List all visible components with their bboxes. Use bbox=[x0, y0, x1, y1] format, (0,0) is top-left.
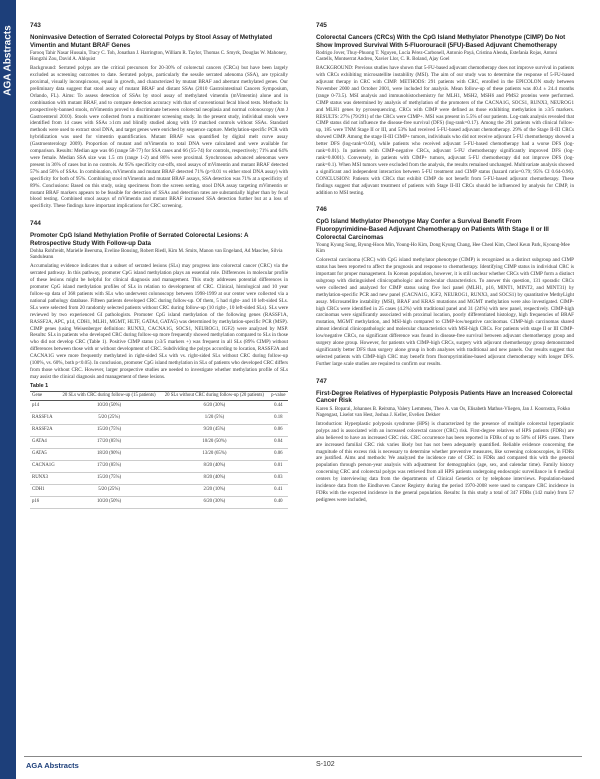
right-column bbox=[316, 22, 574, 514]
table-cell: 0.18 bbox=[269, 412, 288, 424]
footer-journal-name: AGA Abstracts bbox=[26, 761, 79, 770]
table-cell: 8/20 (40%) bbox=[160, 460, 269, 472]
table-cell: 18/20 (90%) bbox=[58, 448, 160, 460]
sidebar-label bbox=[0, 0, 16, 120]
table-row bbox=[30, 424, 288, 436]
table-row bbox=[30, 448, 288, 460]
table-cell: 6/20 (30%) bbox=[160, 496, 269, 508]
table-cell: RASSF1A bbox=[30, 412, 58, 424]
table-cell: 17/20 (85%) bbox=[58, 460, 160, 472]
abstract-title: First-Degree Relatives of Hyperplastic Polyposis Patients Have an Increased Colorectal Cancer Risk bbox=[316, 389, 573, 405]
table-cell: GATA4 bbox=[30, 436, 58, 448]
abstract-744 bbox=[30, 220, 288, 509]
table-cell: CACNA1G bbox=[30, 460, 58, 472]
table-row bbox=[30, 400, 288, 412]
abstract-number: 744 bbox=[30, 220, 41, 228]
abstract-authors: Rodrigo Jover, Thuy-Phuong T. Nguyen, Lucía Pérez-Carbonell, Antonio Payá, Cristina Alenda, Estefanía Rojas, Antoni Castells, Montserrat Andreu, Xavier Llor, C. R. Boland, Ajay Goel bbox=[316, 51, 558, 63]
table-cell: 5/20 (25%) bbox=[58, 412, 160, 424]
table-header-cell: 20 SLs without CRC during follow-up (20 patients) bbox=[160, 391, 269, 400]
table-cell: 0.06 bbox=[269, 448, 288, 460]
table-cell: RUNX3 bbox=[30, 472, 58, 484]
abstract-title: Promoter CpG Island Methylation Profile of Serrated Colorectal Lesions: A Retrospective Study With Follow-up Data bbox=[30, 232, 249, 247]
table-cell: 0.44 bbox=[269, 400, 288, 412]
abstract-title: Noninvasive Detection of Serrated Colorectal Polyps by Stool Assay of Methylated Vimentin and Mutant BRAF Genes bbox=[30, 34, 273, 49]
abstract-number: 743 bbox=[30, 22, 41, 29]
table-cell: 6/20 (30%) bbox=[160, 400, 269, 412]
table-cell: CDH1 bbox=[30, 484, 58, 496]
table-cell: 0.06 bbox=[269, 424, 288, 436]
abstract-number: 745 bbox=[316, 22, 327, 29]
table-row bbox=[30, 412, 288, 424]
abstract-number: 746 bbox=[316, 206, 327, 214]
table-header-cell: p-value bbox=[269, 391, 288, 400]
footer-divider bbox=[24, 756, 582, 757]
table-cell: p16 bbox=[30, 496, 58, 508]
abstract-title: CpG Island Methylator Phenotype May Confer a Survival Benefit From Fluoropyrimidine-Based Adjuvant Chemotherapy on Patients With Stage II or III Colorectal Carcinomas bbox=[316, 218, 549, 241]
abstract-body: Colorectal carcinoma (CRC) with CpG island methylator phenotype (CIMP) is recognized as a distinct subgroup and CIMP status has been reported to affect the prognosis and response to chemotherapy. Identifying CIMP status in individual CRC is important for proper management. In Korean population, however, it is still unclear whether CRCs with CIMP form a distinct subgroup with distinguished clinicopathologic and molecular characteristics. To answer this question, 131 sporadic CRCs were collected and analyzed for CIMP status using five loci panel (MLH1, p16, MINT1, MINT2, and MINT31) by methylation-specific PCR and new panel (CACNA1G, IGF2, NEUROG1, RUNX3, and SOCS1) by quantitative MethyLight assay. Microsatellite instability (MSI), BRAF and KRAS mutations and MGMT methylation were also investigated. CIMP-high CRCs were identified in 25 cases (4.2%) with traditional panel and 31 (24%) with new panel, respectively. CIMP-high carcinomas were significantly associated with proximal location, poorly differentiated histology, high frequencies of BRAF mutation, MGMT methylation, and MSI-high compared to CIMP-low/negative carcinomas. CIMP-high carcinomas shared almost identical clinicopathologic and molecular characteristics with MSI-high CRCs. For patients with stage II or III CIMP-low/negative CRCs, no significant difference was found in disease-free survival between adjuvant chemotherapy group and surgery alone group. However, for patients with CIMP-high CRCs, surgery with adjuvant chemotherapy group demonstrated significantly better DFS than surgery alone group in both analyses with traditional and new panels. Our results suggest that selected patients with CIMP-high CRC may benefit from fluoropyrimidine-based adjuvant chemotherapy with longer DFS. Further large scale studies are required to confirm our results. bbox=[316, 257, 574, 367]
table-row bbox=[30, 472, 288, 484]
table-row bbox=[30, 460, 288, 472]
table-cell: 15/20 (75%) bbox=[58, 472, 160, 484]
abstract-body: Background: Serrated polyps are the critical precursors for 20-30% of colorectal cancers (CRCs) but have been largely excluded as screening outcomes to date. Serrated polyps, particularly the sessile serrated adenoma (SSA), are typically proximal, visually inconspicuous, equal in growth, and characterized by mutant BRAF and aberrant methylated genes. Our preliminary data suggest that stool assay of mutant BRAF and distant SSAs (2010 Gastrointestinal Cancers Symposium, Orlando, FL). Aims: To assess detection of SSAs by stool assay of methylated vimentin (mVimentin) alone and in combination with mutant BRAF, and to compare detection accuracy with that of conventional fecal blood tests. Methods: In prospectively-banned stools, mVimentin proved to discriminate between colorectal neoplasia and normal colonoscopy (Am J Gastroenterol 2010). Stools were collected from a multicenter screening study. In the present study, individual stools were identified from 14 cases with SSAs ≥1cm and blindly studied along with 19 matched controls without SSAs. Standard methods were used to extract stool DNA, and target genes were enriched by sequence capture. Methylation-specific PCR with hybridization was used for vimentin quantification. Mutant BRAF was quantified by digital melt curve assay (Gastroenterology 2009). Proportion of mutant and mVimentin to total DNA were calculated and were available for comparison. Results: Median age was 66 (range 58-77) for SSA cases and 66 (55-74) for controls, respectively; 71% and 64% were female. Median SSA size was 1.5 cm (range 1-2) and 86% were proximal. Synchronous advanced adenomas were present in 36% of cases but in no controls. At 95% specificity cut-offs, stool assays of mVimentin and mutant BRAF detected 57% and 50% of SSAs. In combination, mVimentin and mutant BRAF detected 71% (p<0.01 vs either stool DNA assay) with specificity for both of 95%. Combining stool mVimentin and mutant BRAF assays, SSA detection was 71% at a specificity of 89%. Conclusions: Based on this study, using specimens from the screen setting, stool DNA assay targeting mVimentin or mutant BRAF markers appears to be feasible for detection of SSAs and detection rates are substantially higher than by fecal blood testing. Combined stool assays of mVimentin and mutant BRAF increased SSA detection further but at a loss of specificity. These findings have important implications for CRC screening. bbox=[30, 65, 288, 210]
sidebar-label-text: AGA Abstracts bbox=[2, 24, 14, 96]
table-cell: 15/20 (75%) bbox=[58, 424, 160, 436]
table-row bbox=[30, 436, 288, 448]
abstract-authors: Young Kyung Sung, Byung-Hoon Min, Young-Ho Kim, Dong Kyung Chang, Hee Cheol Kim, Cheol Keun Park, Kyoung-Mee Kim bbox=[316, 243, 570, 255]
table-cell: 8/20 (40%) bbox=[160, 472, 269, 484]
table-cell: RASSF2A bbox=[30, 424, 58, 436]
left-column bbox=[30, 22, 288, 519]
table-cell: 2/20 (10%) bbox=[160, 484, 269, 496]
table-cell: 0.41 bbox=[269, 484, 288, 496]
abstract-747 bbox=[316, 378, 574, 504]
abstract-number: 747 bbox=[316, 377, 327, 385]
table-row bbox=[30, 496, 288, 508]
abstract-body: Introduction: Hyperplastic polyposis syndrome (HPS) is characterized by the presence of multiple colorectal hyperplastic polyps and is associated with an increased colorectal cancer (CRC) risk. First-degree relatives of HPS patients (FDRs) are also believed to have an increased CRC risk. CRC occurrence has been reported in FDRs of up to 50% of HPS cases. There are increased familial CRC risk varies likely but has not been adequately quantified. Reliable evidence concerning the magnitude of this excess risk is necessary to determine whether preventive measures, like screening colonoscopies, in FDRs are justified. Aims and methods: We analyzed the incidence rate of CRC in FDRs and compared this with the general population through person-year analysis with adjustment for demographics (age, sex, and calendar time). Family history concerning CRC and colorectal polyps was retrieved from all HPS patients undergoing endoscopic surveillance in 6 medical centers by interviewing data from the departments of Clinical Genetics or by telephone interviews. Population-based incidence data from the Eindhoven Cancer Registry during the period 1970-2008 were used to compare CRC incidence in FDRs with the expected incidence in the general population. Results: In this study a total of 347 FDRs (142 male) from 57 pedigrees were included, bbox=[316, 420, 574, 503]
abstract-body: BACKGROUND: Previous studies have shown that 5-FU-based adjuvant chemotherapy does not improve survival in patients with CRCs exhibiting microsatellite instability (MSI). The aim of our study was to determine the response of 5-FU-based adjuvant therapy in CRC with CIMP. METHODS: 291 patients with CRC, enrolled in the EPICOLON study between November 2000 and October 2001, were included for analysis. Mean follow-up of these patients was 40.4 ± 24.4 months (range 0-73.5). MSI analysis and immunohistochemistry for MLH1, MSH2, MSH6 and PMS2 proteins were performed. CIMP status was determined by analysis of methylation of the promoters of the CACNA1G, SOCS1, RUNX3, NEUROG1 and MLH1 genes by pyrosequencing. CRCs with CIMP were defined as those exhibiting methylation in ≥3/5 markers. RESULTS: 27% (79/291) of the CRCs were CIMP+. MSI was present in 5.5% of our patients. Log-rank analysis revealed that CIMP status did not influence the disease-free survival (DFS) (log-rank=0.17). Among the 291 patients with clinical follow-up, 185 were TNM Stage II or III, and 53% had received 5-FU-based adjuvant chemotherapy. 29% of the Stage II-III CRCs showed CIMP. Among the stage II-III CIMP+ tumors, individuals who did not receive adjuvant 5-FU chemotherapy showed a better DFS (log-rank=0.04), while patients who received adjuvant 5-FU-based chemotherapy had a worse DFS (log-rank=0.01). In patients with CIMP-negative CRCs, adjuvant 5-FU chemotherapy significantly improved DFS (log-rank=0.0001). Conversely, in patients with CIMP+ tumors, adjuvant 5-FU chemotherapy did not improve DFS (log-rank=0.1). When MSI tumors were excluded from the analysis, the results remained unchanged. Multivariate analysis showed a significant and independent interaction between 5-FU treatment and CIMP status (hazard ratio=0.79; 95% CI 0.64-0.96). CONCLUSION: Patients with CRCs that exhibit CIMP do not benefit from 5-FU-based adjuvant chemotherapy. These findings suggest that adjuvant treatment of patients with Stage II-III CRCs should be influenced by analysis for CIMP, in addition to MSI testing. bbox=[316, 65, 574, 196]
table-header-cell: 20 SLs with CRC during follow-up (15 patients) bbox=[58, 391, 160, 400]
table-row bbox=[30, 484, 288, 496]
table-cell: 0.03 bbox=[269, 472, 288, 484]
abstract-body: Accumulating evidence indicates that a subset of serrated lesions (SLs) may progress into colorectal cancer (CRC) via the serrated pathway. In this pathway, promoter CpG island methylation plays an essential role. Differences in molecular profile of these lesions might be helpful for clinical diagnosis and management. This study addresses potential differences in promoter CpG island methylation profiles of SLs in relation to development of CRC. Clinical, histological and 10 year follow-up data of 368 patients with SLs who underwent colonoscopy between 1998-1999 at our center were collected via a national pathology database. Fifteen patients developed CRC during follow-up. Of them, 5 had right- and 10 left-sided SLs. SLs were selected from 20 randomly selected patients without CRC during follow-up (10 right-, 10 left-sided SLs). SLs were reviewed by two experienced GI pathologists. Promoter CpG island methylation of the following genes (RASSF1A, RASSF2A, APC, p14, CDH1, MLH1, MGMT, HLTF, GATA4, GATA5) was determined by methylation-specific PCR (MSP). CIMP genes (using Weisenberger definition: RUNX3, CACNA1G, SOCS1, NEUROG1, IGF2) were analyzed by MSP. Results: SLs in patients who developed CRC during follow-up more frequently showed methylation compared to SLs in those who did not develop CRC (Table 1). Positive CIMP status (≥3/5 markers +) was frequent in all SLs (89% CIMP) without differences between those with or without development of CRC. Subdividing the polyps according to location, RASSF2A and CACNA1G were more frequently methylated in right-sided SLs with vs. right-sided SLs without CRC during follow-up (100%, vs. 60%, both p<0.05). In conclusion, promoter CpG island methylation in SLs of patients who developed CRC differs from those without CRC. However, larger prospective studies are needed to investigate whether methylation profile of SLs may assist the clinical diagnosis and management of these lesions. bbox=[30, 263, 289, 380]
abstract-743 bbox=[30, 22, 288, 210]
table-cell: GATA5 bbox=[30, 448, 58, 460]
footer-page-number: S-102 bbox=[316, 761, 335, 768]
table-cell: 5/20 (25%) bbox=[58, 484, 160, 496]
table-cell: 10/20 (50%) bbox=[160, 436, 269, 448]
table-cell: 9/20 (45%) bbox=[160, 424, 269, 436]
table-header-row bbox=[30, 391, 288, 400]
table-header-cell: Gene bbox=[30, 391, 58, 400]
table-cell: 0.01 bbox=[269, 460, 288, 472]
methylation-table bbox=[30, 391, 288, 509]
abstract-authors: Farooq Tahir Nasar Hussain, Tracy C. Toh, Jonathan J. Harrington, William R. Taylor, Thomas C. Smyrk, Douglas W. Mahoney, Hongzhi Zou, David A. Ahlquist bbox=[30, 51, 287, 63]
table-cell: 1/20 (5%) bbox=[160, 412, 269, 424]
table-cell: 10/20 (50%) bbox=[58, 496, 160, 508]
table-cell: 10/20 (50%) bbox=[58, 400, 160, 412]
table-cell: 0.40 bbox=[269, 496, 288, 508]
table-cell: 13/20 (65%) bbox=[160, 448, 269, 460]
table-cell: p14 bbox=[30, 400, 58, 412]
abstract-authors: Dohha Rohfreidt, Marielle Beersma, Eveline Bonsing, Robert Riedl, Kim M. Smits, Manon van Engeland, Ad Masclee, Silvia Sanduleanu bbox=[30, 249, 283, 261]
abstract-746 bbox=[316, 206, 574, 367]
table-cell: 0.04 bbox=[269, 436, 288, 448]
abstract-authors: Karen S. Boparai, Johannes B. Reitsma, Valery Lemmens, Theo A. van Os, Elisabeth Mathus-Vliegen, Jan J. Koornstra, Fokko Nagengast, Liselot van Hest, Joshua J. Keller, Evelien Dekker bbox=[316, 406, 571, 418]
abstract-745 bbox=[316, 22, 574, 196]
table-cell: 17/20 (85%) bbox=[58, 436, 160, 448]
abstract-title: Colorectal Cancers (CRCs) With the CpG Island Methylator Phenotype (CIMP) Do Not Show Improved Survival With 5-Fluorouracil (5FU)-Based Adjuvant Chemotherapy bbox=[316, 34, 566, 49]
table-label: Table 1 bbox=[30, 382, 49, 389]
